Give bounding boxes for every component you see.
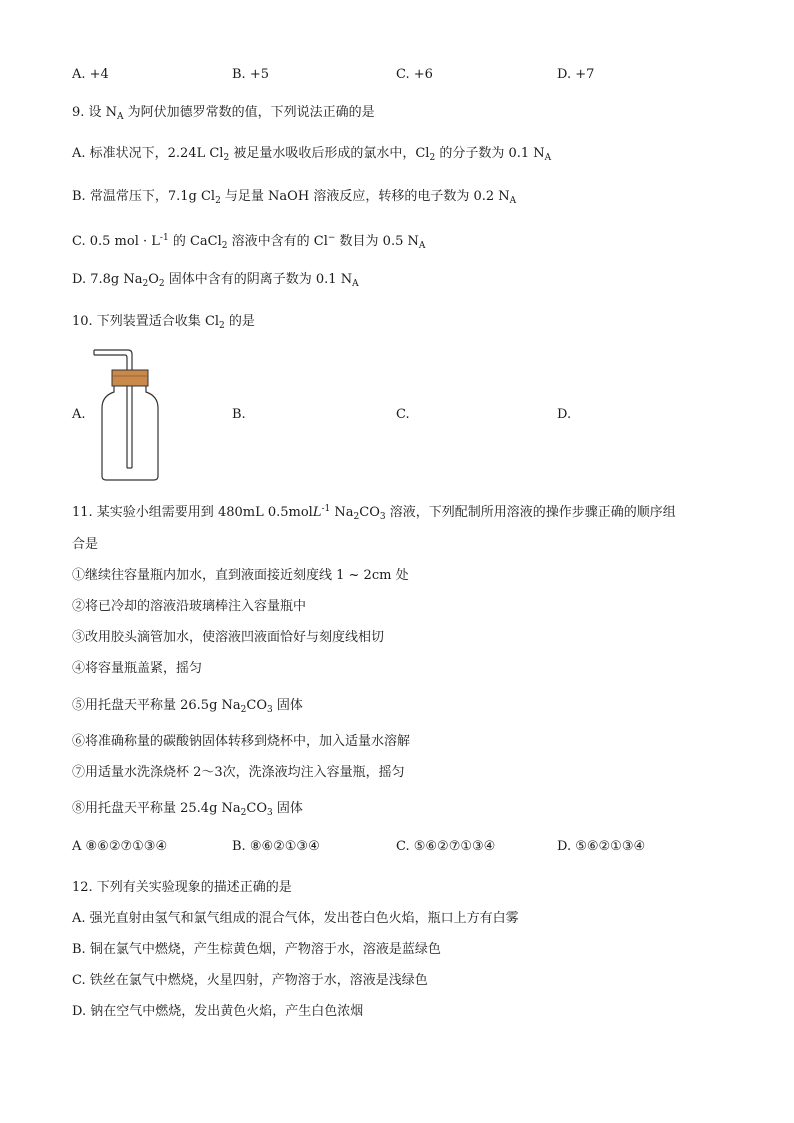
- q11-option-a: A ⑧⑥②⑦①③④: [72, 839, 168, 854]
- q10-option-a: A.: [72, 407, 86, 422]
- q9-option-b: B. 常温常压下，7.1g $Cl_2$ 与足量 NaOH 溶液反应，转移的电子数为 0.2 $N_A$: [72, 189, 517, 206]
- q9-option-c: C. 0.5 mol · $L^{-1}$ 的 CaCl$_2$ 溶液中含有的 Cl− 数目为 0.5 $N_A$: [72, 233, 426, 251]
- q12-option-b: B. 铜在氯气中燃烧，产生棕黄色烟，产物溶于水，溶液是蓝绿色: [72, 942, 441, 957]
- q11-step-7: ⑦用适量水洗涤烧杯 2～3次，洗涤液均注入容量瓶，摇匀: [72, 765, 405, 780]
- q11-step-6: ⑥将准确称量的碳酸钠固体转移到烧杯中，加入适量水溶解: [72, 734, 411, 749]
- q8-option-c: C. +6: [396, 67, 433, 82]
- q12-option-a: A. 强光直射由氢气和氯气组成的混合气体，发出苍白色火焰，瓶口上方有白雾: [72, 911, 519, 926]
- gas-collecting-bottle-image: [92, 346, 164, 482]
- q8-option-b: B. +5: [232, 67, 269, 82]
- q10-option-b: B.: [232, 407, 246, 422]
- q9-stem: 9. 设 $N_A$ 为阿伏加德罗常数的值，下列说法正确的是: [72, 105, 375, 122]
- q10-stem: 10. 下列装置适合收集 $Cl_2$ 的是: [72, 314, 255, 331]
- q11-step-8: ⑧用托盘天平称量 25.4g $Na_2CO_3$ 固体: [72, 801, 303, 818]
- q8-option-a: A. +4: [72, 67, 109, 82]
- q8-option-d: D. +7: [557, 67, 595, 82]
- q12-option-d: D. 钠在空气中燃烧，发出黄色火焰，产生白色浓烟: [72, 1004, 364, 1019]
- q11-step-2: ②将已冷却的溶液沿玻璃棒注入容量瓶中: [72, 599, 307, 614]
- q11-stem: 11. 某实验小组需要用到 480mL 0.5molL$^{-1}$ $Na_2CO_3$ 溶液，下列配制所用溶液的操作步骤正确的顺序组: [72, 504, 676, 522]
- q11-option-b: B. ⑧⑥②①③④: [232, 839, 320, 854]
- q9-option-a: A. 标准状况下，2.24L $Cl_2$ 被足量水吸收后形成的氯水中，$Cl_2$ 的分子数为 0.1 $N_A$: [72, 146, 552, 163]
- q11-step-4: ④将容量瓶盖紧，摇匀: [72, 661, 203, 676]
- q10-option-c: C.: [396, 407, 410, 422]
- q10-option-d: D.: [557, 407, 572, 422]
- q11-step-5: ⑤用托盘天平称量 26.5g $Na_2CO_3$ 固体: [72, 698, 303, 715]
- q11-option-c: C. ⑤⑥②⑦①③④: [396, 839, 496, 854]
- q12-stem: 12. 下列有关实验现象的描述正确的是: [72, 880, 292, 895]
- q12-option-c: C. 铁丝在氯气中燃烧，火星四射，产物溶于水，溶液是浅绿色: [72, 973, 428, 988]
- q11-stem-line2: 合是: [72, 537, 99, 552]
- q11-step-1: ①继续往容量瓶内加水，直到液面接近刻度线 1 ~ 2cm 处: [72, 568, 409, 583]
- q11-step-3: ③改用胶头滴管加水，使溶液凹液面恰好与刻度线相切: [72, 630, 385, 645]
- q9-option-d: D. 7.8g $Na_2O_2$ 固体中含有的阴离子数为 0.1 $N_A$: [72, 272, 359, 289]
- q11-option-d: D. ⑤⑥②①③④: [557, 839, 646, 854]
